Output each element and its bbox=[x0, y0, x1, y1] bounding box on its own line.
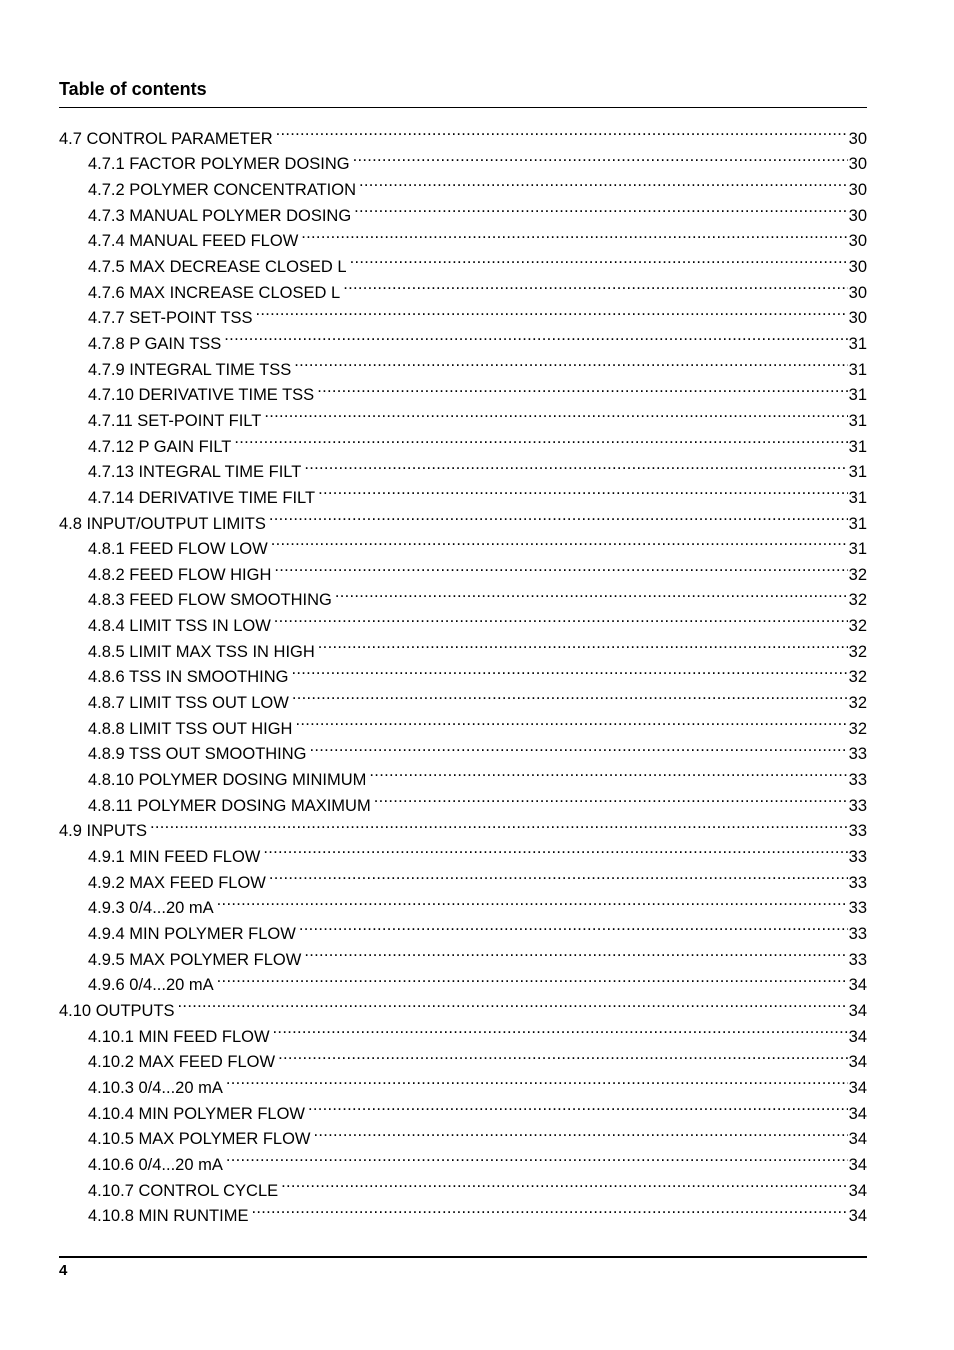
toc-entry-page: 32 bbox=[848, 668, 867, 687]
toc-entry-label: 4.10.6 0/4...20 mA bbox=[88, 1155, 223, 1174]
toc-entry[interactable] bbox=[59, 990, 867, 1020]
toc-dot-leader bbox=[359, 169, 848, 195]
toc-entry-label: 4.7.5 MAX DECREASE CLOSED L bbox=[88, 257, 347, 276]
toc-dot-leader bbox=[226, 1144, 848, 1170]
toc-entry-page: 33 bbox=[848, 771, 867, 790]
toc-entry-label: 4.7.3 MANUAL POLYMER DOSING bbox=[88, 206, 352, 225]
toc-entry-page: 31 bbox=[848, 488, 867, 507]
toc-entry-page: 30 bbox=[848, 283, 867, 302]
toc-dot-leader bbox=[274, 605, 848, 631]
toc-entry-label: 4.10.1 MIN FEED FLOW bbox=[88, 1027, 270, 1046]
page-title: Table of contents bbox=[59, 79, 207, 99]
toc-entry-page: 33 bbox=[848, 950, 867, 969]
toc-entry-label: 4.10.5 MAX POLYMER FLOW bbox=[88, 1130, 311, 1149]
toc-entry-page: 34 bbox=[848, 1001, 867, 1020]
toc-entry-label: 4.7.14 DERIVATIVE TIME FILT bbox=[88, 488, 316, 507]
toc-entry-page: 31 bbox=[848, 386, 867, 405]
toc-entry-page: 32 bbox=[848, 617, 867, 636]
toc-dot-leader bbox=[335, 580, 848, 606]
toc-entry-page: 34 bbox=[848, 1104, 867, 1123]
page-number: 4 bbox=[59, 1262, 68, 1279]
toc-entry-page: 34 bbox=[848, 1027, 867, 1046]
toc-dot-leader bbox=[304, 939, 847, 965]
toc-entry-page: 34 bbox=[848, 1130, 867, 1149]
toc-entry-label: 4.9.1 MIN FEED FLOW bbox=[88, 848, 261, 867]
toc-entry-page: 30 bbox=[848, 206, 867, 225]
toc-entry-label: 4.7.1 FACTOR POLYMER DOSING bbox=[88, 155, 350, 174]
toc-entry-label: 4.8.6 TSS IN SMOOTHING bbox=[88, 668, 289, 687]
toc-dot-leader bbox=[343, 272, 847, 298]
toc-entry-page: 30 bbox=[848, 232, 867, 251]
toc-entry-page: 34 bbox=[848, 1078, 867, 1097]
toc-entry[interactable] bbox=[59, 118, 867, 148]
toc-entry-page: 31 bbox=[848, 437, 867, 456]
toc-dot-leader bbox=[226, 1067, 848, 1093]
toc-dot-leader bbox=[308, 1093, 848, 1119]
toc-dot-leader bbox=[234, 426, 847, 452]
page-footer bbox=[59, 1256, 867, 1281]
toc-entry-label: 4.8.4 LIMIT TSS IN LOW bbox=[88, 617, 271, 636]
toc-entry-label: 4.8.3 FEED FLOW SMOOTHING bbox=[88, 591, 332, 610]
toc-entry-label: 4.7.11 SET-POINT FILT bbox=[88, 411, 262, 430]
toc-dot-leader bbox=[292, 657, 848, 683]
toc-entry-label: 4.9.4 MIN POLYMER FLOW bbox=[88, 925, 296, 943]
toc-entry-label: 4.7.8 P GAIN TSS bbox=[88, 334, 222, 353]
page-header bbox=[59, 78, 867, 108]
toc-dot-leader bbox=[224, 323, 847, 349]
toc-entry-page: 33 bbox=[848, 822, 867, 841]
toc-dot-leader bbox=[269, 503, 848, 529]
toc-dot-leader bbox=[353, 144, 848, 170]
toc-entry-page: 30 bbox=[848, 180, 867, 199]
toc-entry-page: 34 bbox=[848, 1207, 867, 1226]
toc-dot-leader bbox=[317, 375, 847, 401]
toc-dot-leader bbox=[255, 298, 847, 324]
toc-entry-page: 33 bbox=[848, 873, 867, 892]
toc-dot-leader bbox=[314, 1119, 848, 1145]
toc-entry-page: 34 bbox=[848, 1155, 867, 1174]
toc-entry-page: 30 bbox=[848, 257, 867, 276]
toc-entry-page: 32 bbox=[848, 642, 867, 661]
toc-dot-leader bbox=[269, 862, 848, 888]
toc-entry-page: 32 bbox=[848, 565, 867, 584]
toc-entry-label: 4.9.2 MAX FEED FLOW bbox=[88, 873, 266, 892]
toc-entry-label: 4.8.10 POLYMER DOSING MINIMUM bbox=[88, 771, 367, 790]
toc-entry-label: 4.8.8 LIMIT TSS OUT HIGH bbox=[88, 719, 293, 738]
toc-entry-page: 32 bbox=[848, 591, 867, 610]
toc-entry-page: 31 bbox=[848, 411, 867, 430]
toc-dot-leader bbox=[271, 529, 848, 555]
toc-entry-page: 32 bbox=[848, 694, 867, 713]
toc-dot-leader bbox=[274, 554, 847, 580]
toc-entry-page: 31 bbox=[848, 540, 867, 559]
toc-entry-label: 4.10.3 0/4...20 mA bbox=[88, 1078, 223, 1097]
toc-entry[interactable] bbox=[59, 811, 867, 841]
toc-entry-page: 31 bbox=[848, 463, 867, 482]
toc-entry-label: 4.10.7 CONTROL CYCLE bbox=[88, 1181, 279, 1200]
toc-entry-page: 33 bbox=[848, 925, 867, 943]
toc-dot-leader bbox=[318, 631, 848, 657]
toc-entry-label: 4.8.9 TSS OUT SMOOTHING bbox=[88, 745, 307, 764]
toc-entry-page: 30 bbox=[848, 129, 867, 148]
toc-entry-label: 4.7.12 P GAIN FILT bbox=[88, 437, 232, 456]
toc-entry-page: 33 bbox=[848, 848, 867, 867]
toc-entry-label: 4.8.2 FEED FLOW HIGH bbox=[88, 565, 272, 584]
toc-dot-leader bbox=[318, 477, 848, 503]
toc-dot-leader bbox=[251, 1196, 847, 1222]
toc-dot-leader bbox=[278, 1042, 848, 1068]
toc-dot-leader bbox=[294, 349, 847, 375]
toc-entry-label: 4.8 INPUT/OUTPUT LIMITS bbox=[59, 514, 266, 533]
toc-dot-leader bbox=[273, 1016, 848, 1042]
toc-entry-label: 4.7.9 INTEGRAL TIME TSS bbox=[88, 360, 292, 379]
toc-entry-page: 33 bbox=[848, 899, 867, 918]
toc-entry-label: 4.8.5 LIMIT MAX TSS IN HIGH bbox=[88, 642, 315, 661]
toc-entry-label: 4.9.5 MAX POLYMER FLOW bbox=[88, 950, 302, 969]
toc-entry-page: 34 bbox=[848, 976, 867, 995]
toc-entry[interactable] bbox=[59, 1016, 867, 1046]
toc-entry-label: 4.7.6 MAX INCREASE CLOSED L bbox=[88, 283, 341, 302]
toc-dot-leader bbox=[264, 400, 847, 426]
toc-dot-leader bbox=[301, 221, 847, 247]
toc-entry-label: 4.7.2 POLYMER CONCENTRATION bbox=[88, 180, 357, 199]
toc-dot-leader bbox=[150, 811, 848, 837]
toc-dot-leader bbox=[217, 888, 848, 914]
toc-entry-page: 30 bbox=[848, 155, 867, 174]
toc-dot-leader bbox=[292, 682, 848, 708]
toc-dot-leader bbox=[178, 990, 848, 1016]
toc-entry-label: 4.10.8 MIN RUNTIME bbox=[88, 1207, 249, 1226]
toc-dot-leader bbox=[281, 1170, 848, 1196]
toc-entry-page: 34 bbox=[848, 1181, 867, 1200]
toc-dot-leader bbox=[304, 452, 847, 478]
toc-entry-page: 32 bbox=[848, 719, 867, 738]
toc-dot-leader bbox=[276, 118, 848, 144]
toc-entry-page: 33 bbox=[848, 745, 867, 764]
toc-entry-label: 4.10.4 MIN POLYMER FLOW bbox=[88, 1104, 305, 1123]
toc-dot-leader bbox=[295, 708, 847, 734]
toc-dot-leader bbox=[299, 913, 848, 939]
toc-dot-leader bbox=[217, 965, 848, 991]
toc-entry-page: 31 bbox=[848, 514, 867, 533]
toc-dot-leader bbox=[369, 759, 847, 785]
toc-dot-leader bbox=[263, 836, 847, 862]
toc-entry-label: 4.9.6 0/4...20 mA bbox=[88, 976, 214, 995]
toc-entry-label: 4.10 OUTPUTS bbox=[59, 1001, 175, 1020]
toc-entry-label: 4.7.7 SET-POINT TSS bbox=[88, 309, 253, 328]
toc-entry-label: 4.7.4 MANUAL FEED FLOW bbox=[88, 232, 299, 251]
toc-entry-page: 30 bbox=[848, 309, 867, 328]
toc-entry-label: 4.8.7 LIMIT TSS OUT LOW bbox=[88, 694, 289, 713]
toc-entry-page: 33 bbox=[848, 796, 867, 815]
toc-entry-label: 4.9.3 0/4...20 mA bbox=[88, 899, 214, 918]
toc-entry-page: 31 bbox=[848, 360, 867, 379]
toc-entry-page: 31 bbox=[848, 334, 867, 353]
toc-entry-label: 4.7.10 DERIVATIVE TIME TSS bbox=[88, 386, 315, 405]
toc-dot-leader bbox=[350, 246, 848, 272]
toc-dot-leader bbox=[354, 195, 847, 221]
toc-entry-label: 4.7 CONTROL PARAMETER bbox=[59, 129, 273, 148]
toc-entry-label: 4.8.11 POLYMER DOSING MAXIMUM bbox=[88, 796, 371, 815]
toc-entry-label: 4.9 INPUTS bbox=[59, 822, 148, 841]
toc-entry-label: 4.10.2 MAX FEED FLOW bbox=[88, 1053, 276, 1072]
toc-entry-label: 4.8.1 FEED FLOW LOW bbox=[88, 540, 268, 559]
toc-entry-page: 34 bbox=[848, 1053, 867, 1072]
toc-dot-leader bbox=[374, 785, 848, 811]
toc-entry[interactable] bbox=[59, 836, 867, 867]
table-of-contents bbox=[59, 118, 867, 1226]
toc-entry-label: 4.7.13 INTEGRAL TIME FILT bbox=[88, 463, 302, 482]
toc-dot-leader bbox=[310, 734, 848, 760]
